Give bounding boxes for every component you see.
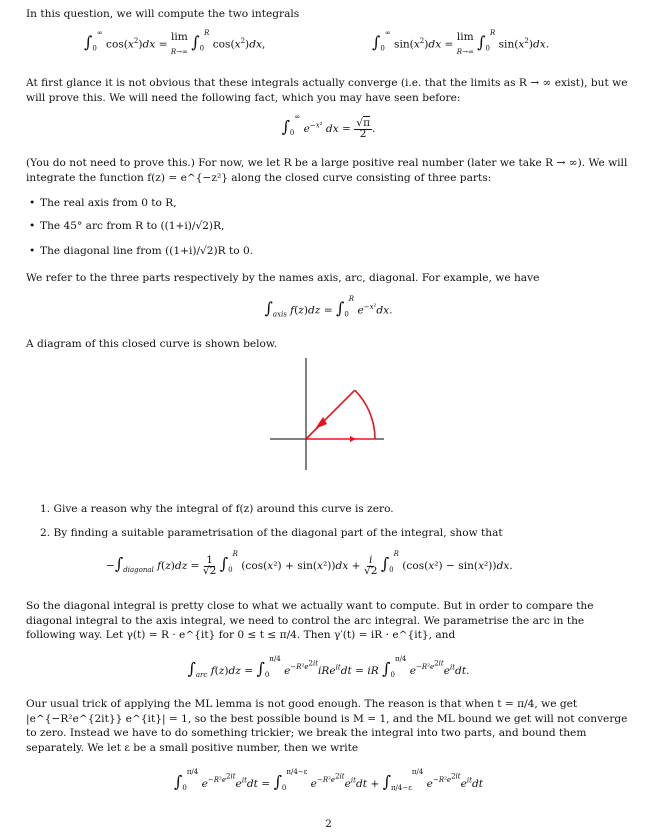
- intro-text: In this question, we will compute the two integrals: [26, 8, 300, 20]
- diagonal-segment: [306, 390, 355, 439]
- page-number: 2: [325, 818, 332, 830]
- equation-diagonal: $-\int_{diagonal}$ f(z)dz = 1 √2 $\int_0^R$ (cos(x²) + sin(x²))dx + i √2 $\int_0^R$ (cos(x²) − sin(x²))dx.: [106, 550, 513, 577]
- axis-arrow-icon: [350, 436, 356, 442]
- paragraph-so: So the diagonal integral is pretty close to what we actually want to compute. But in order to compare the diagonal integral to the axis integral, we need to control the arc integral. We parametrise the arc in the following way. Let γ(t) = R · e^{it} for 0 ≤ t ≤ π/4. Then γ′(t) = iR · e^{it}, and: [26, 600, 594, 641]
- equation-axis: $\int_{axis}$ $f(z)dz = \int_0^R$ $e^{-x^2}dx$.: [264, 295, 393, 319]
- paragraph-diagram: A diagram of this closed curve is shown below.: [26, 338, 278, 350]
- paragraph-glance: At first glance it is not obvious that these integrals actually converge (i.e. that the limits as R → ∞ exist), but we will prove this. We will need the following fact, which you may have seen before:: [26, 77, 628, 104]
- equation-arc: $\int_{arc}$ $f(z)dz = \int_0^{\pi/4}$ $e^{-R^2e^{2it}}iRe^{it}dt$ = iR $\int_0^{\pi/4}$ $e^{-R^2e^{2it}}e^{it}dt$.: [187, 655, 470, 679]
- equation-cos-integral: $\int_0^\infty$ $\cos(x^2)dx = \lim$ R→∞ $\int_0^R$ $\cos(x^2)dx$,: [84, 28, 266, 56]
- equation-split: $\int_0^{\pi/4}$ $e^{-R^2e^{2it}}e^{it}dt = \int_0^{\pi/4-\varepsilon}$ $e^{-R^2e^{2it}}e^{it}dt + \int_{\pi/4-\varepsilon}^{\pi/4}$ $e^{-R^2e^{2it}}e^{it}dt$: [174, 768, 483, 792]
- equation-sin-integral: $\int_0^\infty$ $\sin(x^2)dx = \lim$ R→∞ $\int_0^R$ $\sin(x^2)dx$.: [372, 28, 550, 56]
- arc-segment: [355, 390, 375, 439]
- contour-diagram: [268, 358, 388, 470]
- paragraph-prove: (You do not need to prove this.) For now, we let R be a large positive real number (later we take R → ∞). We will integrate the function f(z) = e^{−z²} along the closed curve consisting of three parts:: [26, 157, 628, 184]
- question-1: 1. Give a reason why the integral of f(z) around this curve is zero.: [40, 503, 394, 515]
- equation-gaussian: $\int_0^\infty$ $e^{-x^2}$ dx = √π 2 .: [281, 113, 376, 140]
- paragraph-trick: Our usual trick of applying the ML lemma is not good enough. The reason is that when t = π/4, we get |e^{−R²e^{2it}} e^{it}| = 1, so the best possible bound is M = 1, and the ML bound we get will not converge to zero. Instead we have to do something trickier; we break the integral into two parts, and bound them separately. We let ε be a small positive number, then we write: [26, 698, 628, 754]
- paragraph-refer: We refer to the three parts respectively by the names axis, arc, diagonal. For example, we have: [26, 272, 540, 284]
- bullet-diagonal: • The diagonal line from ((1+i)/√2)R to 0.: [40, 244, 253, 258]
- question-2: 2. By finding a suitable parametrisation of the diagonal part of the integral, show that: [40, 527, 503, 539]
- bullet-axis: • The real axis from 0 to R,: [40, 196, 177, 210]
- bullet-arc: • The 45° arc from R to ((1+i)/√2)R,: [40, 219, 224, 233]
